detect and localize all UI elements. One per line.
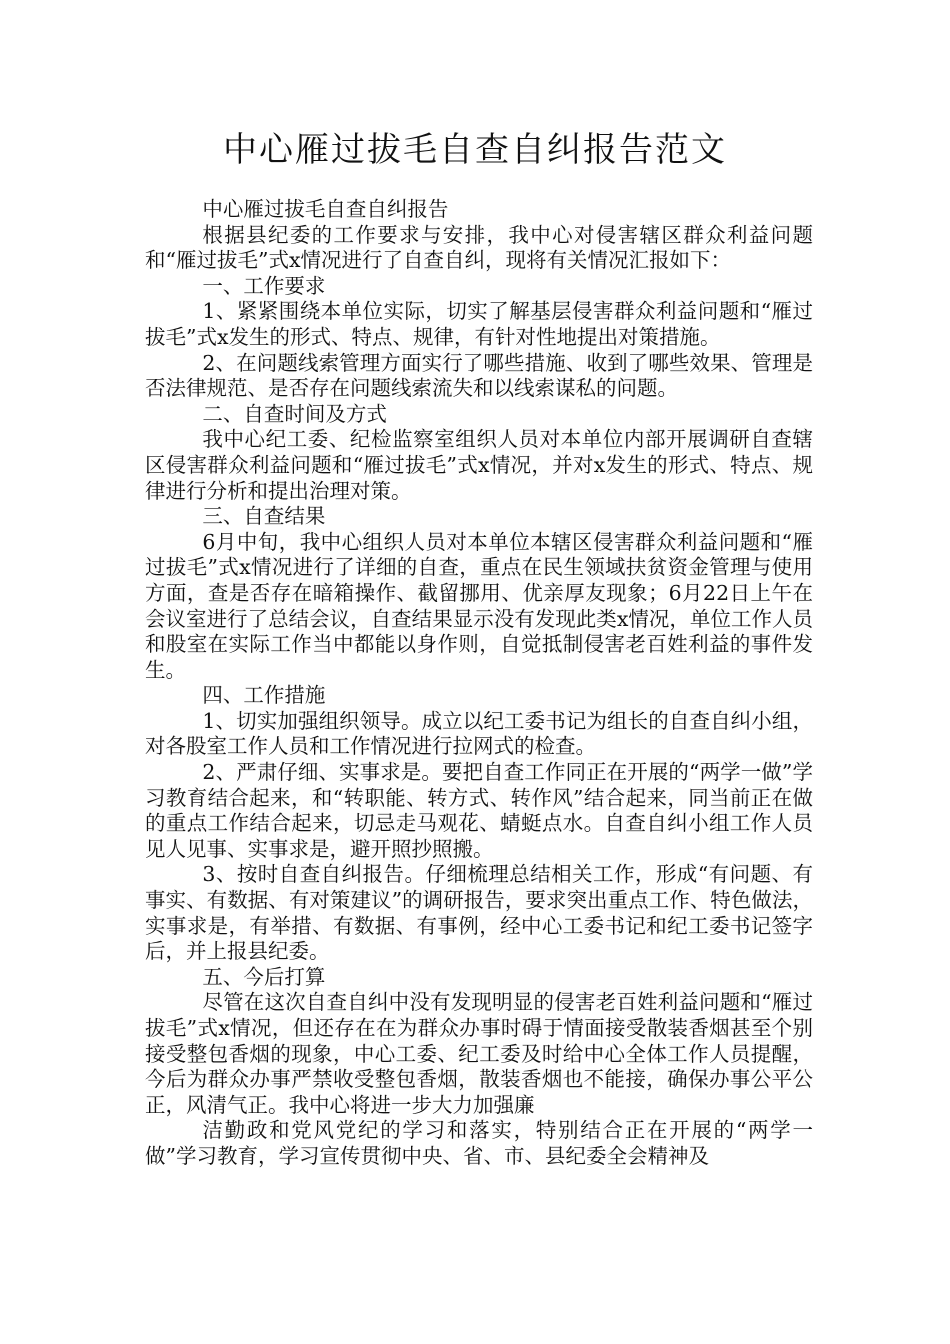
paragraph-plans: 尽管在这次自查自纠中没有发现明显的侵害老百姓利益问题和“雁过拔毛”式x情况，但还存在在为群众办事时碍于情面接受散装香烟甚至个别接受整包香烟的现象，中心工委、纪工委及时给中心全体工作人员提醒，今后为群众办事严禁收受整包香烟，散装香烟也不能接，确保办事公平公正，风清气正。我中心将进一步大力加强廉 bbox=[145, 990, 813, 1117]
paragraph-plans-continued: 洁勤政和党风党纪的学习和落实，特别结合正在开展的“两学一做”学习教育，学习宣传贯彻中央、省、市、县纪委全会精神及 bbox=[145, 1118, 813, 1168]
paragraph-measure-3: 3、按时自查自纠报告。仔细梳理总结相关工作，形成“有问题、有事实、有数据、有对策建议”的调研报告，要求突出重点工作、特色做法，实事求是，有举措、有数据、有事例，经中心工委书记和纪工委书记签字后，并上报县纪委。 bbox=[145, 862, 813, 964]
section-heading-plans: 五、今后打算 bbox=[202, 964, 326, 989]
section-heading-results: 三、自查结果 bbox=[202, 504, 326, 529]
section-heading-time-method: 二、自查时间及方式 bbox=[202, 401, 387, 426]
paragraph-results: 6月中旬，我中心组织人员对本单位本辖区侵害群众利益问题和“雁过拔毛”式x情况进行了详细的自查，重点在民生领域扶贫资金管理与使用方面，查是否存在暗箱操作、截留挪用、优亲厚友现象；6月22日上午在会议室进行了总结会议，自查结果显示没有发现此类x情况，单位工作人员和股室在实际工作当中都能以身作则，自觉抵制侵害老百姓利益的事件发生。 bbox=[145, 529, 813, 682]
paragraph-subtitle: 中心雁过拔毛自查自纠报告 bbox=[202, 197, 449, 221]
document-title: 中心雁过拔毛自查自纠报告范文 bbox=[223, 130, 727, 170]
section-heading-measures: 四、工作措施 bbox=[202, 683, 326, 708]
paragraph-measure-2: 2、严肃仔细、实事求是。要把自查工作同正在开展的“两学一做”学习教育结合起来，和“转职能、转方式、转作风”结合起来，同当前正在做的重点工作结合起来，切忌走马观花、蜻蜓点水。自查自纠小组工作人员见人见事、实事求是，避开照抄照搬。 bbox=[145, 760, 813, 861]
paragraph-measure-1: 1、切实加强组织领导。成立以纪工委书记为组长的自查自纠小组，对各股室工作人员和工作情况进行拉网式的检查。 bbox=[145, 708, 813, 759]
paragraph-requirement-1: 1、紧紧围绕本单位实际，切实了解基层侵害群众利益问题和“雁过拔毛”式x发生的形式、特点、规律，有针对性地提出对策措施。 bbox=[145, 299, 813, 349]
document-body bbox=[145, 197, 813, 1170]
paragraph-requirement-2: 2、在问题线索管理方面实行了哪些措施、收到了哪些效果、管理是否法律规范、是否存在问题线索流失和以线索谋私的问题。 bbox=[145, 350, 813, 401]
paragraph-time-method: 我中心纪工委、纪检监察室组织人员对本单位内部开展调研自查辖区侵害群众利益问题和“雁过拔毛”式x情况，并对x发生的形式、特点、规律进行分析和提出治理对策。 bbox=[145, 427, 813, 503]
paragraph-intro: 根据县纪委的工作要求与安排，我中心对侵害辖区群众利益问题和“雁过拔毛”式x情况进行了自查自纠，现将有关情况汇报如下： bbox=[145, 222, 813, 273]
section-heading-requirements: 一、工作要求 bbox=[202, 273, 326, 298]
